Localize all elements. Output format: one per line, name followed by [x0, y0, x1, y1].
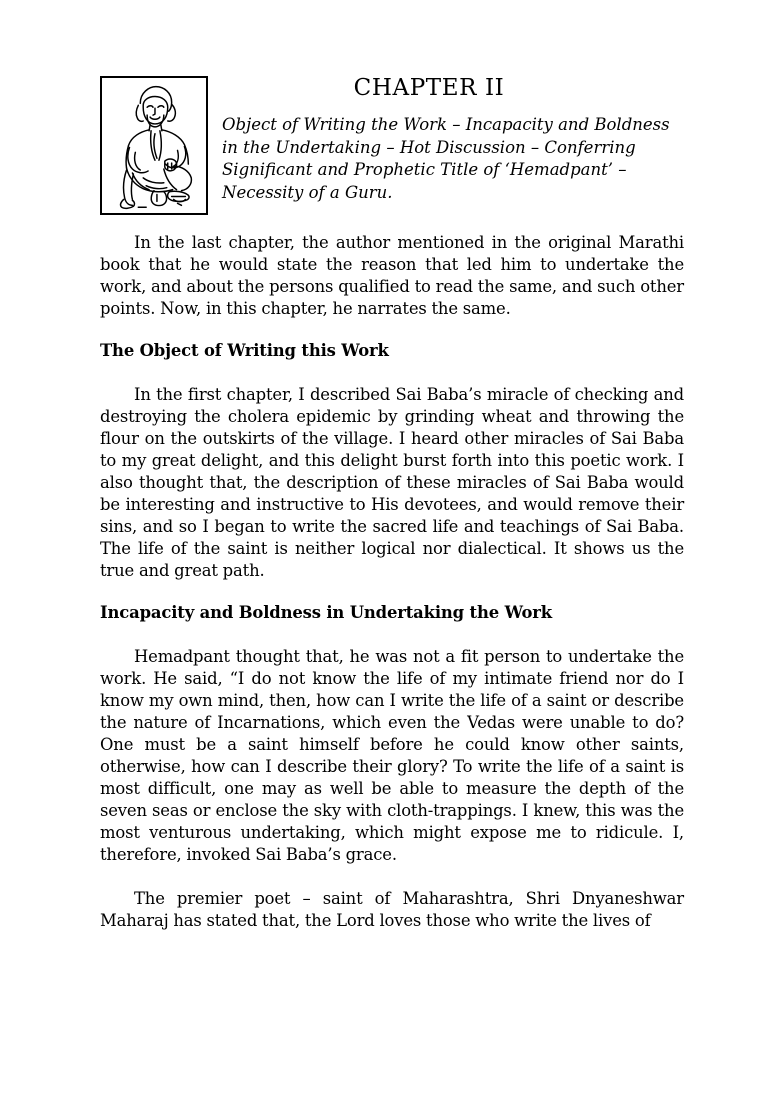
page-title: CHAPTER II — [353, 75, 505, 101]
chapter-header — [100, 76, 684, 221]
chapter-head-text — [222, 76, 684, 204]
section-paragraph-incapacity-and-boldness: Hemadpant thought that, he was not a fit person to undertake the work. He said, “I do not know the life of my intimate friend nor do I know my own mind, then, how can I write the life of a saint or describe the nature of Incarnations, which even the Vedas were unable to do? One must be a saint himself before he could know other saints, otherwise, how can I describe their glory? To write the life of a saint is most difficult, one may as well be able to measure the depth of the seven seas or enclose the sky with cloth-trappings. I knew, this was the most venturous undertaking, which might expose me to ridicule. I, therefore, invoked Sai Baba’s grace. — [100, 647, 684, 864]
section-heading-incapacity-and-boldness: Incapacity and Boldness in Undertaking the Work — [100, 603, 552, 622]
spacer — [100, 866, 684, 888]
chapter-subtitle-text: Object of Writing the Work – Incapacity and Boldness in the Undertaking – Hot Discussion – Conferring Significant and Prophetic Title of ‘Hemadpant’ – Necessity of a Guru. — [222, 115, 670, 202]
chapter-subtitle — [222, 114, 684, 204]
spacer — [100, 320, 684, 340]
section-heading-object-of-writing: The Object of Writing this Work — [100, 341, 389, 360]
closing-paragraph: The premier poet – saint of Maharashtra, Shri Dnyaneshwar Maharaj has stated that, the Lord loves those who write the lives of — [100, 889, 684, 930]
spacer — [100, 362, 684, 384]
spacer — [100, 582, 684, 602]
spacer — [100, 624, 684, 646]
body-column — [100, 232, 684, 932]
section-paragraph-object-of-writing: In the first chapter, I described Sai Baba’s miracle of checking and destroying the cholera epidemic by grinding wheat and throwing the flour on the outskirts of the village. I heard other miracles of Sai Baba to my great delight, and this delight burst forth into this poetic work. I also thought that, the description of these miracles of Sai Baba would be interesting and instructive to His devotees, and would remove their sins, and so I began to write the sacred life and teachings of Sai Baba. The life of the saint is neither logical nor dialectical. It shows us the true and great path. — [100, 385, 684, 580]
sai-baba-seated-illustration — [100, 76, 208, 215]
intro-paragraph: In the last chapter, the author mentioned in the original Marathi book that he would state the reason that led him to undertake the work, and about the persons qualified to read the same, and such other points. Now, in this chapter, he narrates the same. — [100, 233, 684, 318]
